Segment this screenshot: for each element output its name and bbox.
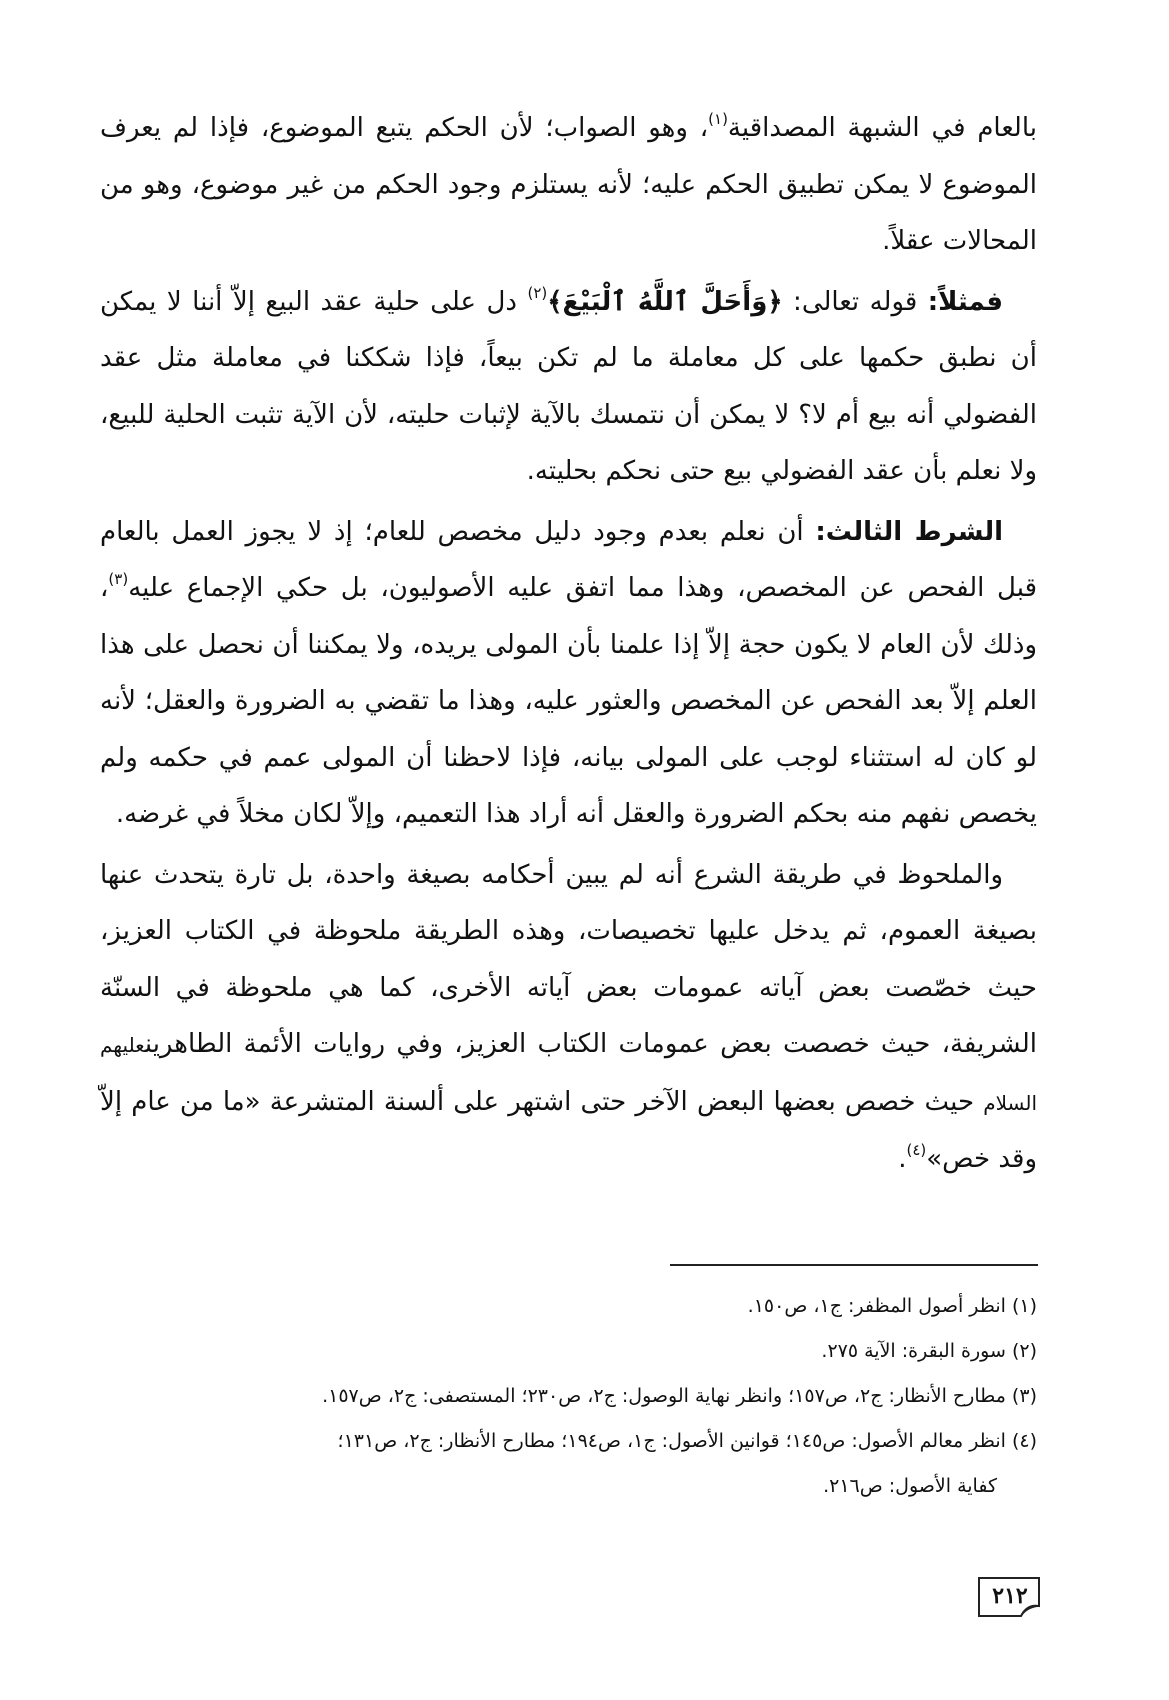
quran-verse: ﴿وَأَحَلَّ ٱللَّهُ ٱلْبَيْعَ﴾ bbox=[547, 286, 783, 317]
footnote-ref-4: (٤) bbox=[906, 1141, 927, 1159]
footnote-ref-1: (١) bbox=[708, 110, 728, 128]
footnote-1: (١) انظر أصول المظفر: ج١، ص١٥٠. bbox=[747, 1295, 1037, 1317]
paragraph-2 bbox=[100, 274, 1037, 500]
paragraph-2-text-b: دل على حلية عقد البيع إلاّ أننا لا يمكن أن نطبق حكمها على كل معاملة ما لم تكن بيعاً، فإذا شككنا في معاملة مثل عقد الفضولي أنه بيع أم لا؟ لا يمكن أن نتمسك بالآية لإثبات حليته، لأن الآية تثبت الحلية للبيع، ولا نعلم بأن عقد الفضولي بيع حتى نحكم بحليته. bbox=[100, 286, 1037, 486]
paragraph-4-text-c: . bbox=[898, 1144, 907, 1174]
paragraph-3 bbox=[100, 504, 1037, 843]
paragraph-3-lead: الشرط الثالث: bbox=[815, 516, 1003, 547]
footnote-separator bbox=[670, 1264, 1038, 1266]
paragraph-4-text-a: والملحوظ في طريقة الشرع أنه لم يبين أحكامه بصيغة واحدة، بل تارة يتحدث عنها بصيغة العموم، ثم يدخل عليها تخصيصات، وهذه الطريقة ملحوظة في الكتاب العزيز، حيث خصّصت بعض آياته عمومات بعض آياته الأخرى، كما هي ملحوظة في السنّة الشريفة، حيث خصصت بعض عمومات الكتاب العزيز، وفي روايات الأئمة الطاهرين bbox=[100, 859, 1037, 1059]
footnote-4-continuation: كفاية الأصول: ص٢١٦. bbox=[823, 1475, 997, 1497]
paragraph-1-text-b: ، وهو الصواب؛ لأن الحكم يتبع الموضوع، فإذا لم يعرف الموضوع لا يمكن تطبيق الحكم عليه؛ لأنه يستلزم وجود الحكم من غير موضوع، وهو من المحالات عقلاً. bbox=[100, 113, 1037, 256]
main-text bbox=[100, 100, 1037, 1192]
page-number-box bbox=[977, 1576, 1041, 1618]
paragraph-2-lead: فمثلاً: bbox=[927, 286, 1003, 317]
paragraph-4 bbox=[100, 847, 1037, 1188]
footnotes bbox=[100, 1284, 1037, 1509]
paragraph-1-text-a: بالعام في الشبهة المصداقية bbox=[727, 113, 1037, 143]
paragraph-1 bbox=[100, 100, 1037, 270]
page-number: ٢١٢ bbox=[992, 1583, 1028, 1609]
paragraph-4-text-b: حيث خصص بعضها البعض الآخر حتى اشتهر على ألسنة المتشرعة «ما من عام إلاّ وقد خص» bbox=[100, 1086, 1037, 1174]
paragraph-3-text-b: ، وذلك لأن العام لا يكون حجة إلاّ إذا علمنا بأن المولى يريده، ولا يمكننا أن نحصل على هذا العلم إلاّ بعد الفحص عن المخصص والعثور عليه، وهذا ما تقضي به الضرورة والعقل؛ لأنه لو كان له استثناء لوجب على المولى بيانه، فإذا لاحظنا أن المولى عمم في حكمه ولم يخصص نفهم منه بحكم الضرورة والعقل أنه أراد هذا التعميم، وإلاّ لكان مخلاً في غرضه. bbox=[100, 573, 1037, 829]
honorific-glyph: عليهم السلام bbox=[100, 1033, 1037, 1115]
footnote-ref-2: (٢) bbox=[527, 283, 548, 302]
footnote-2: (٢) سورة البقرة: الآية ٢٧٥. bbox=[821, 1340, 1037, 1362]
footnote-4: (٤) انظر معالم الأصول: ص١٤٥؛ قوانين الأصول: ج١، ص١٩٤؛ مطارح الأنظار: ج٢، ص١٣١؛ bbox=[337, 1430, 1037, 1452]
footnote-3: (٣) مطارح الأنظار: ج٢، ص١٥٧؛ وانظر نهاية الوصول: ج٢، ص٢٣٠؛ المستصفى: ج٢، ص١٥٧. bbox=[322, 1385, 1037, 1407]
paragraph-3-text-a: أن نعلم بعدم وجود دليل مخصص للعام؛ إذ لا يجوز العمل بالعام قبل الفحص عن المخصص، وهذا مما اتفق عليه الأصوليون، بل حكي الإجماع عليه bbox=[100, 516, 1037, 603]
paragraph-2-text-a: قوله تعالى: bbox=[782, 286, 928, 317]
footnote-ref-3: (٣) bbox=[108, 570, 129, 588]
